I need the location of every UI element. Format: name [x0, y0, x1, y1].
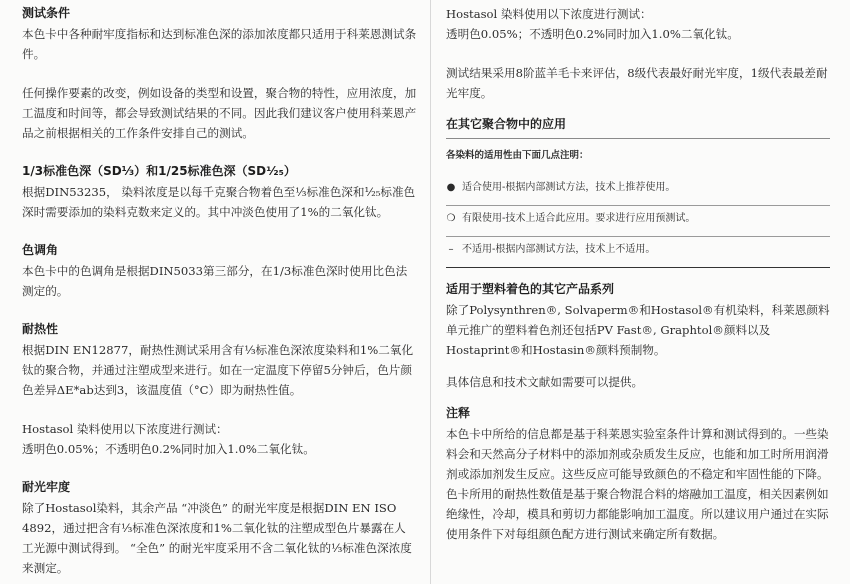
- other-products-heading: 适用于塑料着色的其它产品系列: [446, 282, 615, 296]
- more-info-text: 具体信息和技术文献如需要可以提供。: [446, 375, 644, 389]
- other-polymers-heading: 在其它聚合物中的应用: [446, 117, 567, 131]
- hostasol-concentration-label: Hostasol 染料使用以下浓度进行测试：: [22, 422, 228, 436]
- hostasol-test-label: Hostasol 染料使用以下浓度进行测试：: [446, 7, 652, 21]
- suitability-row-unsuitable: [446, 237, 830, 268]
- notice-text: 本色卡中所给的信息都是基于科莱恩实验室条件计算和测试得到的。一些染料会和天然高分子材料中的添加剂或杂质发生反应，也能和加工时所用润滑剂或添加剂发生反应。这些反应可能导致颜色的不稳定和牢固性能的下降。色卡所用的耐热性数值是基于聚合物混合料的熔融加工温度，相关因素例如绝缘性，冷却，模具和剪切力都能影响加工温度。所以建议用户通过在实际使用条件下对每组颜色配方进行测试来确定所有数据。: [446, 427, 829, 541]
- hue-angle-heading: 色调角: [22, 243, 59, 257]
- filled-circle-icon: ●: [446, 182, 456, 193]
- suitability-row-suitable: [446, 175, 830, 206]
- light-fastness-heading: 耐光牢度: [22, 480, 71, 494]
- section-rule: [446, 138, 830, 139]
- suitability-text: 有限使用-技术上适合此应用。要求进行应用预测试。: [462, 213, 696, 224]
- light-fastness-text: 除了Hostasol染料，其余产品 “冲淡色” 的耐光牢度是根据DIN EN ISO 4892，通过把含有⅓标准色深浓度和1%二氧化钛的注塑成型色片暴露在人工光源中测试得到。 “全色” 的耐光牢度采用不含二氧化钛的⅓标准色深浓度来测定。: [22, 501, 412, 575]
- right-column: [446, 4, 830, 544]
- hue-angle-text: 本色卡中的色调角是根据DIN5033第三部分，在1/3标准色深时使用比色法测定的。: [22, 264, 408, 298]
- suitability-row-limited: [446, 206, 830, 237]
- other-products-text: 除了Polysynthren®, Solvaperm®和Hostasol®有机染料，科莱恩颜料单元推广的塑料着色剂还包括PV Fast®, Graphtol®颜料以及Hostaprint®和Hostasin®颜料预制物。: [446, 303, 830, 357]
- dash-icon: –: [448, 244, 454, 255]
- heat-resistance-text: 根据DIN EN12877，耐热性测试采用含有⅓标准色深浓度染料和1%二氧化钛的聚合物，并通过注塑成型来进行。如在一定温度下停留5分钟后，色片颜色差异ΔE*ab达到3，该温度值（°C）即为耐热性值。: [22, 343, 414, 397]
- suitability-text: 不适用-根据内部测试方法，技术上不适用。: [462, 244, 656, 255]
- standard-depth-heading: 1/3标准色深（SD⅓）和1/25标准色深（SD¹⁄₂₅）: [22, 164, 296, 178]
- blue-wool-scale-text: 测试结果采用8阶蓝羊毛卡来评估，8级代表最好耐光牢度，1级代表最差耐光牢度。: [446, 66, 828, 100]
- open-circle-icon: ❍: [446, 213, 456, 224]
- suitability-text: 适合使用-根据内部测试方法，技术上推荐使用。: [462, 182, 676, 193]
- left-column: [22, 4, 417, 578]
- suitability-subtitle: 各染料的适用性由下面几点注明：: [446, 150, 589, 161]
- test-conditions-text: 本色卡中各种耐牢度指标和达到标准色深的添加浓度都只适用于科莱恩测试条件。: [22, 27, 417, 61]
- test-conditions-heading: 测试条件: [22, 6, 71, 20]
- hostasol-concentration-values: 透明色0.05%；不透明色0.2%同时加入1.0%二氧化钛。: [22, 442, 315, 456]
- notice-heading: 注释: [446, 406, 471, 420]
- column-divider: [430, 0, 431, 584]
- heat-resistance-heading: 耐热性: [22, 322, 59, 336]
- hostasol-test-values: 透明色0.05%；不透明色0.2%同时加入1.0%二氧化钛。: [446, 27, 739, 41]
- testing-advice-text: 任何操作要素的改变，例如设备的类型和设置，聚合物的特性，应用浓度，加工温度和时间等，都会导致测试结果的不同。因此我们建议客户使用科莱恩产品之前根据相关的工作条件安排自己的测试。: [22, 86, 417, 140]
- standard-depth-text: 根据DIN53235， 染料浓度是以每千克聚合物着色至⅓标准色深和¹⁄₂₅标准色深时需要添加的染料克数来定义的。其中冲淡色使用了1%的二氧化钛。: [22, 185, 416, 219]
